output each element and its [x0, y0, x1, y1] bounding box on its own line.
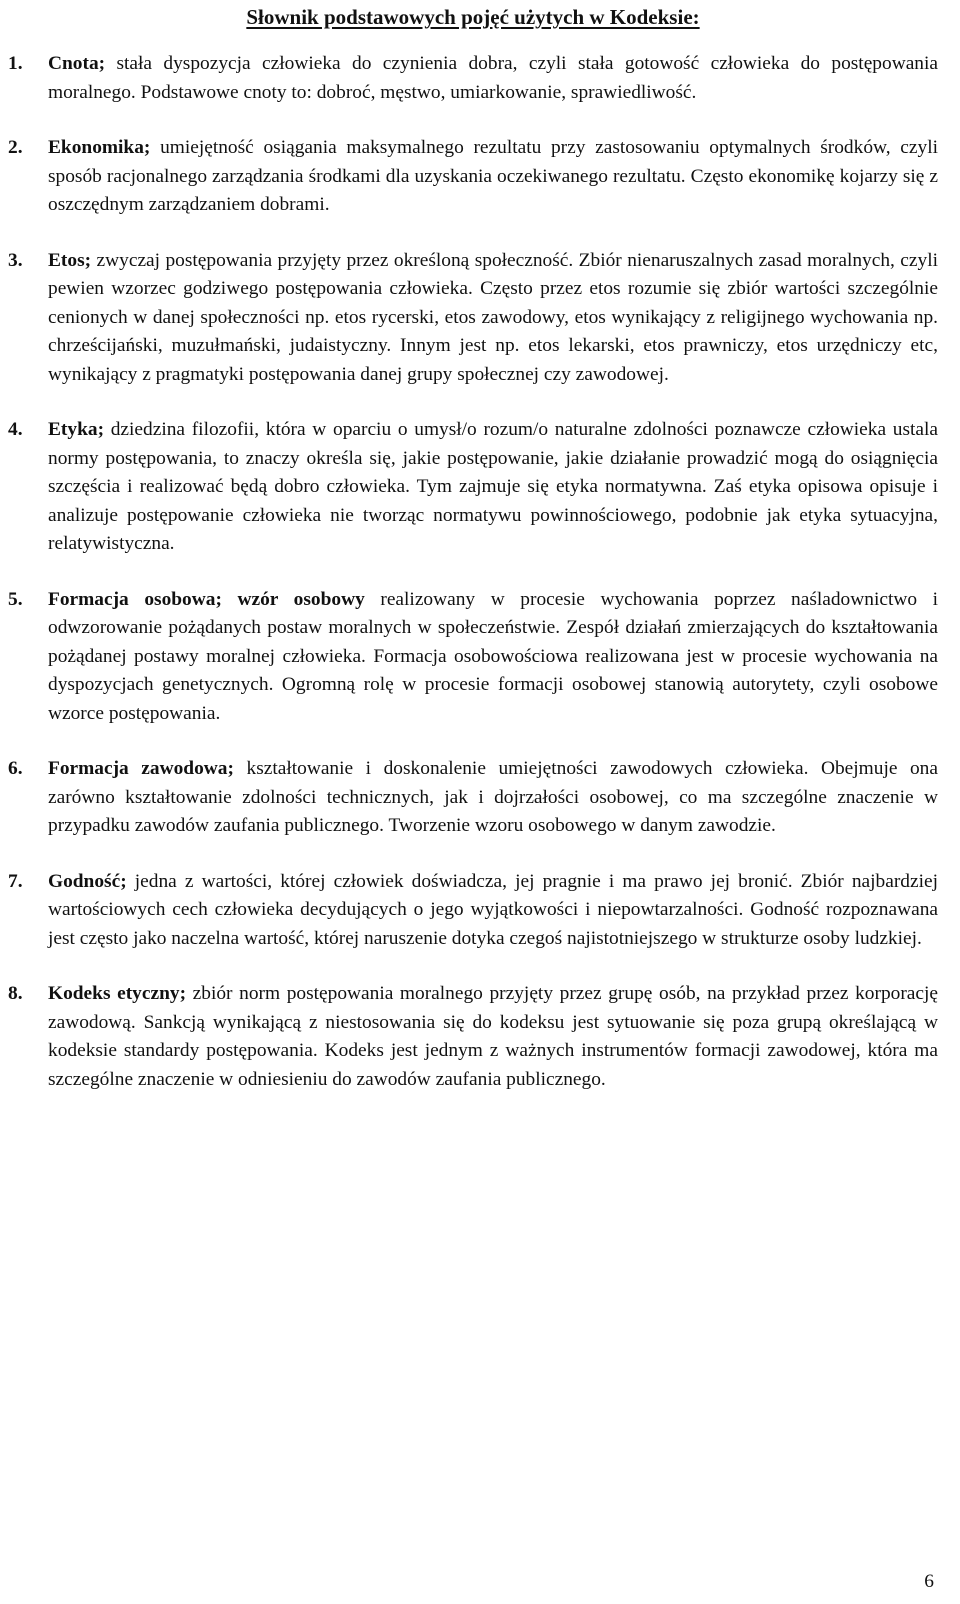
page-number: 6 — [924, 1571, 934, 1592]
glossary-entry — [8, 247, 938, 390]
glossary-entry — [8, 586, 938, 729]
entry-term: Etyka; — [48, 419, 105, 440]
entry-definition: zbiór norm postępowania moralnego przyjęty przez grupę osób, na przykład przez korporację zawodową. Sankcją wynikającą z niestosowania się do kodeksu jest sytuowanie się poza grupą określającą w kodeksie standardy postępowania. Kodeks jest jednym z ważnych instrumentów formacji zawodowej, która ma szczególne znaczenie w odniesieniu do zawodów zaufania publicznego. — [48, 983, 938, 1090]
entry-number: 6. — [8, 758, 23, 779]
glossary-entry — [8, 134, 938, 220]
entry-number: 7. — [8, 870, 23, 892]
entry-definition: zwyczaj postępowania przyjęty przez określoną społeczność. Zbiór nienaruszalnych zasad moralnych, czyli pewien wzorzec godziwego postępowania człowieka. Często przez etos rozumie się zbiór wartości szczególnie cenionych w danej społeczności np. etos rycerski, etos zawodowy, etos wynikający z religijnego wychowania np. chrześcijański, muzułmański, judaistyczny. Innym jest np. etos lekarski, etos prawniczy, etos urzędniczy etc, wynikający z pragmatyki postępowania danej grupy społecznej czy zawodowej. — [48, 249, 938, 385]
entry-number: 1. — [8, 53, 23, 74]
entry-term: Formacja zawodowa; — [48, 758, 234, 779]
entry-definition: realizowany w procesie wychowania poprzez naśladownictwo i odwzorowanie pożądanych postaw moralnych w społeczeństwie. Zespół działań zmierzających do kształtowania pożądanej postawy moralnej człowieka. Formacja osobowościowa realizowana jest w procesie wychowania na dyspozycjach genetycznych. Ogromną rolę w procesie formacji osobowej stanowią autorytety, czyli osobowe wzorce postępowania. — [48, 588, 939, 724]
entry-number: 4. — [8, 419, 23, 440]
entry-term: Etos; — [48, 249, 92, 271]
entry-number: 3. — [8, 249, 23, 271]
entry-term: Formacja osobowa; wzór osobowy — [48, 588, 365, 610]
document-title: Słownik podstawowych pojęć użytych w Kodeksie: — [246, 5, 700, 29]
entry-definition: dziedzina filozofii, która w oparciu o umysł/o rozum/o naturalne zdolności poznawcze człowieka ustala normy postępowania, to znaczy określa się, jakie postępowanie, jakie działanie prowadzić mogą do osiągnięcia szczęścia i realizować będą dobro człowieka. Tym zajmuje się etyka normatywna. Zaś etyka opisowa opisuje i analizuje postępowanie człowieka nie tworząc normatywu powinnościowego, podobnie jak etyka sytuacyjna, relatywistyczna. — [48, 419, 938, 554]
entry-term: Ekonomika; — [48, 137, 151, 158]
glossary-entry — [8, 980, 938, 1094]
glossary-entry — [8, 755, 938, 841]
glossary-entry — [8, 416, 938, 559]
entry-number: 8. — [8, 983, 23, 1004]
entry-definition: jedna z wartości, której człowiek doświadcza, jej pragnie i ma prawo jej bronić. Zbiór najbardziej wartościowych cech człowieka decydujących o jego wyjątkowości i niepowtarzalności. Godność rozpoznawana jest często jako naczelna wartość, której naruszenie dotyka czegoś najistotniejszego w strukturze osoby ludzkiej. — [48, 870, 938, 949]
entry-definition: umiejętność osiągania maksymalnego rezultatu przy zastosowaniu optymalnych środków, czyli sposób racjonalnego zarządzania środkami dla uzyskania oczekiwanego rezultatu. Często ekonomikę kojarzy się z oszczędnym zarządzaniem dobrami. — [48, 137, 938, 215]
glossary-entry — [8, 50, 938, 107]
entry-term: Cnota; — [48, 53, 106, 74]
entry-number: 2. — [8, 137, 23, 158]
entry-term: Godność; — [48, 870, 127, 892]
entry-term: Kodeks etyczny; — [48, 983, 187, 1004]
entry-definition: kształtowanie i doskonalenie umiejętności zawodowych człowieka. Obejmuje ona zarówno kształtowanie zdolności technicznych, jak i dojrzałości osobowej, co ma szczególne znaczenie w przypadku zawodów zaufania publicznego. Tworzenie wzoru osobowego w danym zawodzie. — [48, 758, 938, 836]
glossary-entry — [8, 868, 938, 954]
glossary-list — [8, 50, 938, 1094]
entry-definition: stała dyspozycja człowieka do czynienia dobra, czyli stała gotowość człowieka do postępowania moralnego. Podstawowe cnoty to: dobroć, męstwo, umiarkowanie, sprawiedliwość. — [48, 53, 938, 103]
entry-number: 5. — [8, 588, 23, 610]
